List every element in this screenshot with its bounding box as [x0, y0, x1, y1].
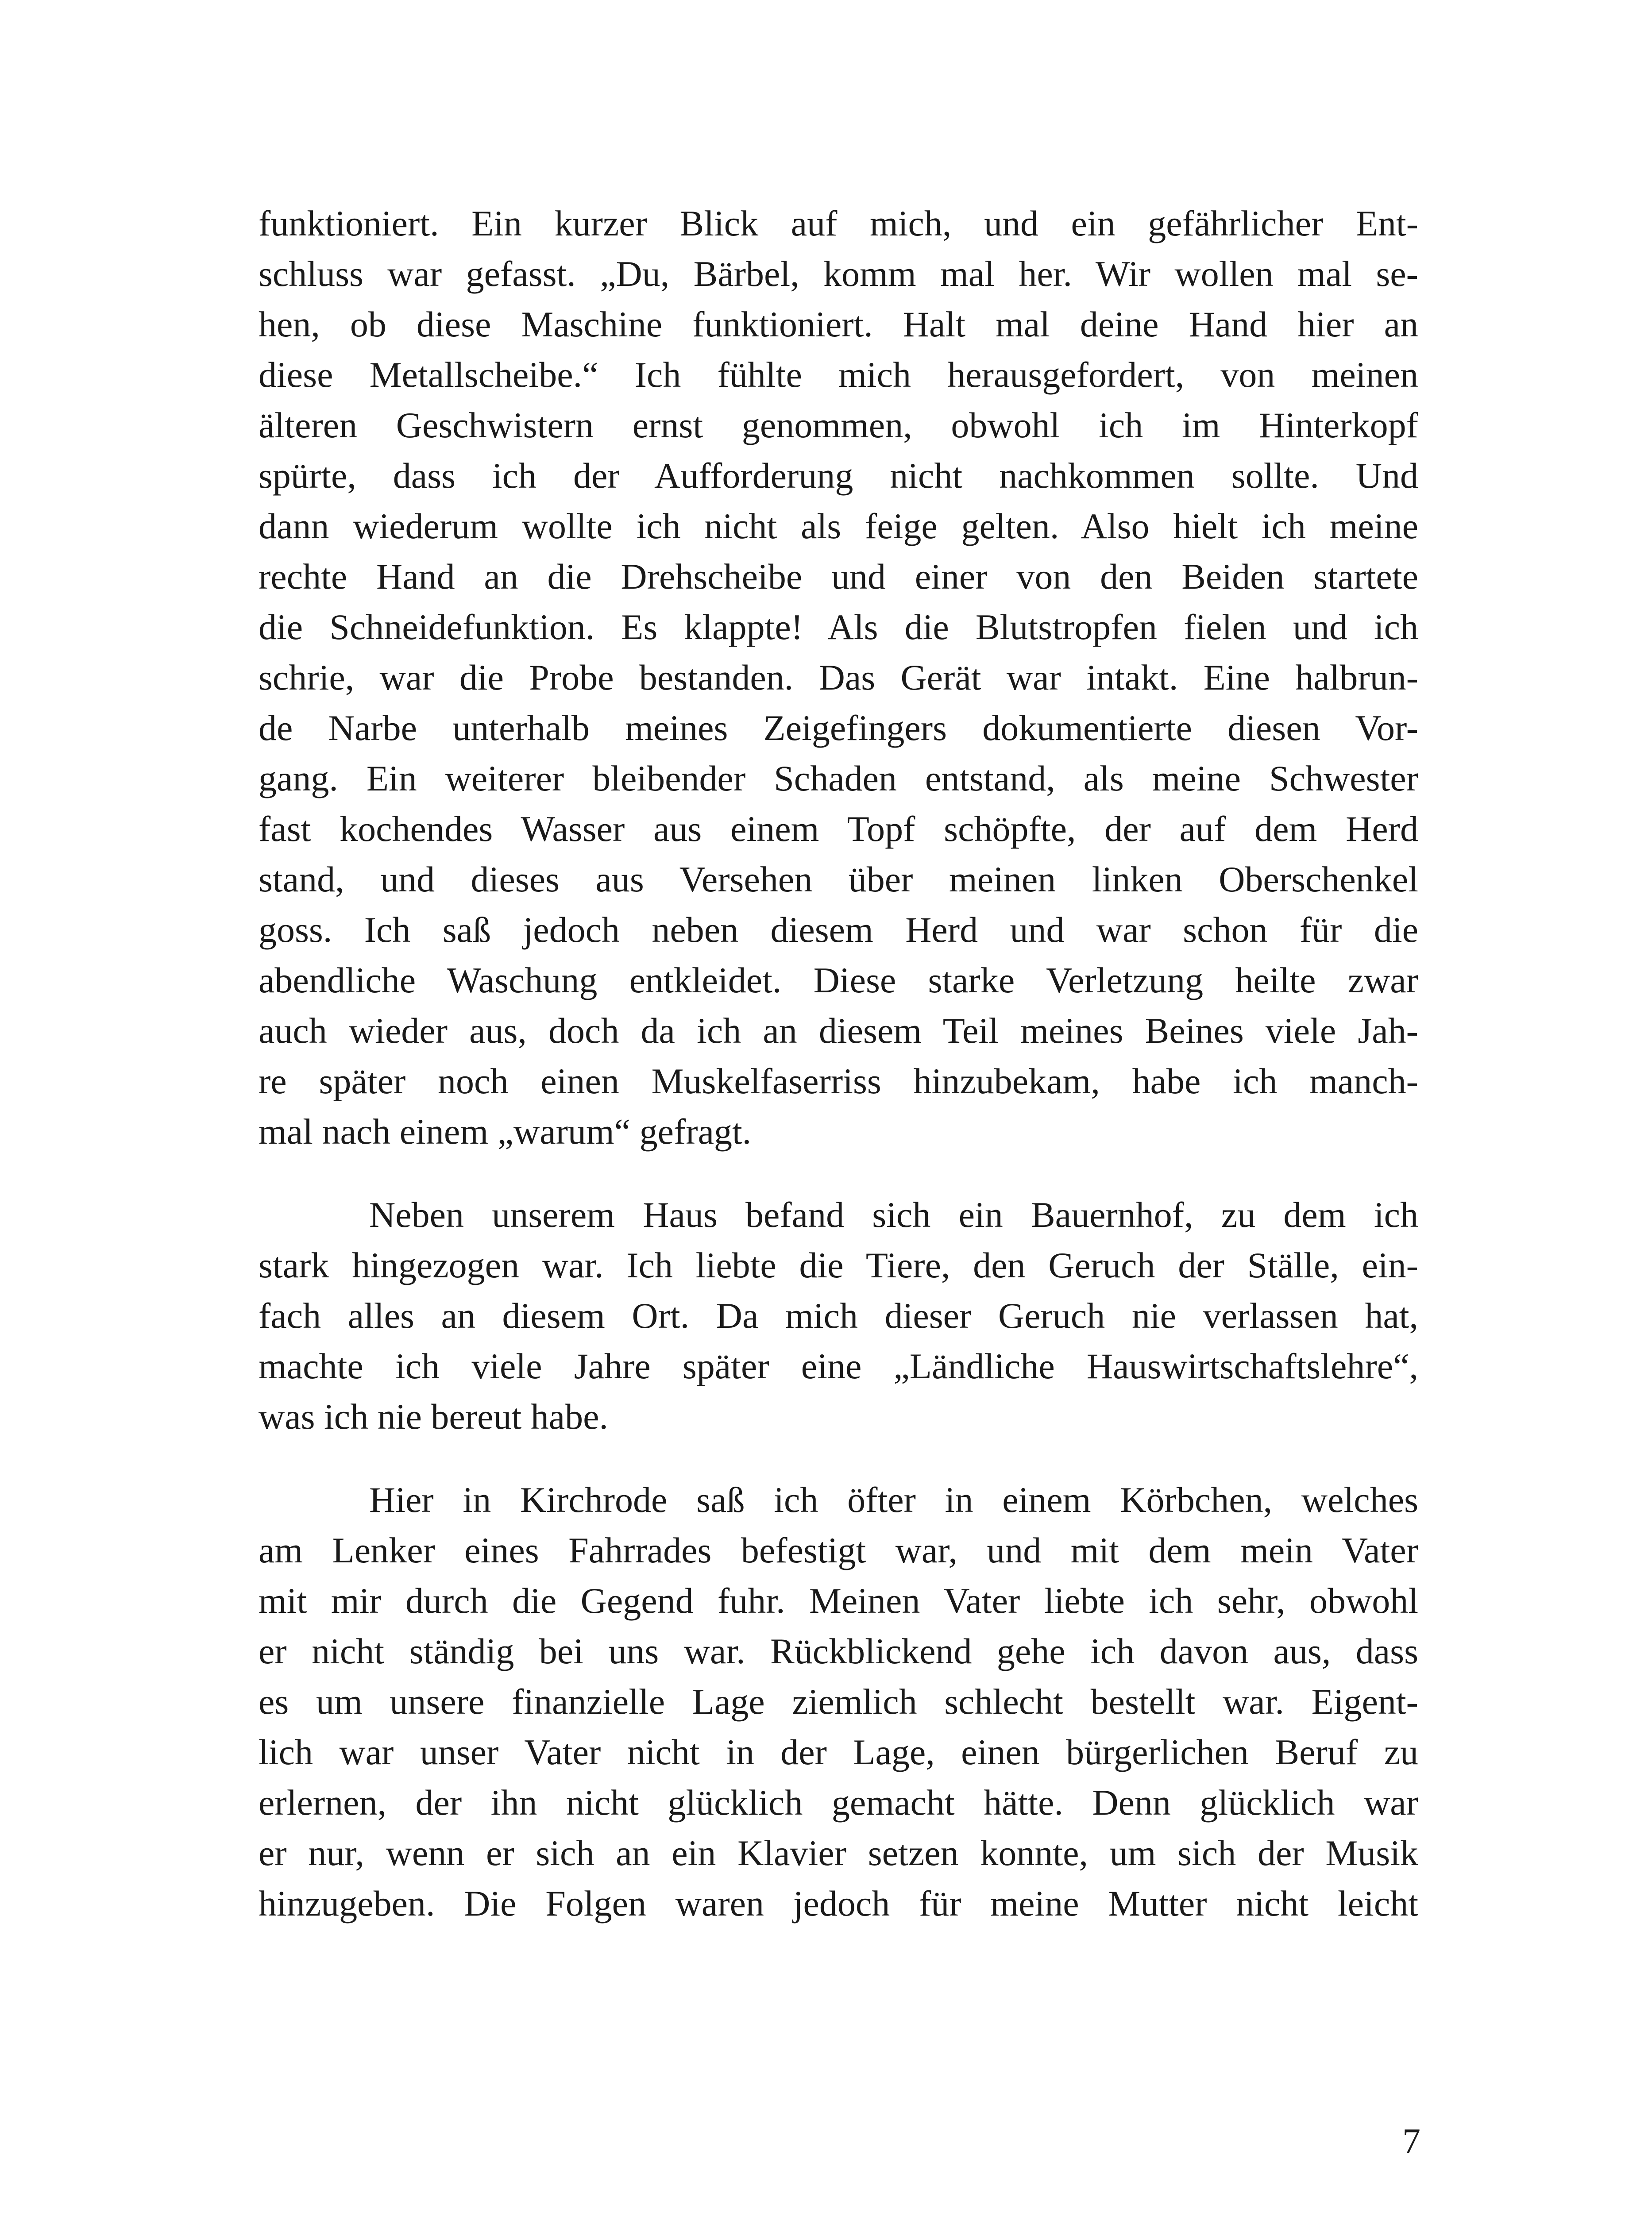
text-line: goss. Ich saß jedoch neben diesem Herd und war schon für die: [259, 910, 1418, 950]
text-line: fach alles an diesem Ort. Da mich dieser Geruch nie verlassen hat,: [259, 1295, 1418, 1336]
text-line: stand, und dieses aus Versehen über meinen linken Oberschenkel: [259, 859, 1418, 899]
text-line: schluss war gefasst. „Du, Bärbel, komm mal her. Wir wollen mal se-: [259, 254, 1418, 294]
text-line: er nur, wenn er sich an ein Klavier setzen konnte, um sich der Musik: [259, 1833, 1418, 1873]
text-line: am Lenker eines Fahrrades befestigt war, und mit dem mein Vater: [259, 1530, 1418, 1570]
text-line: lich war unser Vater nicht in der Lage, einen bürgerlichen Beruf zu: [259, 1732, 1418, 1772]
text-line: rechte Hand an die Drehscheibe und einer von den Beiden startete: [259, 556, 1418, 597]
text-line: schrie, war die Probe bestanden. Das Gerät war intakt. Eine halbrun-: [259, 657, 1418, 698]
text-line: hen, ob diese Maschine funktioniert. Halt mal deine Hand hier an: [259, 304, 1418, 344]
text-line: mal nach einem „warum“ gefragt.: [259, 1111, 752, 1152]
text-line: funktioniert. Ein kurzer Blick auf mich, und ein gefährlicher Ent-: [259, 203, 1418, 243]
text-line: älteren Geschwistern ernst genommen, obwohl ich im Hinterkopf: [259, 405, 1418, 445]
page-number: 7: [1402, 2121, 1420, 2161]
text-line: gang. Ein weiterer bleibender Schaden entstand, als meine Schwester: [259, 758, 1418, 798]
text-line: mit mir durch die Gegend fuhr. Meinen Vater liebte ich sehr, obwohl: [259, 1581, 1418, 1621]
text-line: er nicht ständig bei uns war. Rückblickend gehe ich davon aus, dass: [259, 1631, 1418, 1671]
text-line: re später noch einen Muskelfaserriss hinzubekam, habe ich manch-: [259, 1061, 1418, 1101]
text-line: Neben unserem Haus befand sich ein Bauernhof, zu dem ich: [369, 1195, 1418, 1235]
paragraph-3: [259, 1475, 1418, 1929]
text-line: dann wiederum wollte ich nicht als feige gelten. Also hielt ich meine: [259, 506, 1418, 546]
text-line: was ich nie bereut habe.: [259, 1396, 609, 1437]
text-line: diese Metallscheibe.“ Ich fühlte mich herausgefordert, von meinen: [259, 355, 1418, 395]
paragraph-1: [259, 198, 1418, 1157]
text-line: es um unsere finanzielle Lage ziemlich schlecht bestellt war. Eigent-: [259, 1681, 1418, 1722]
text-line: de Narbe unterhalb meines Zeigefingers dokumentierte diesen Vor-: [259, 708, 1418, 748]
text-line: auch wieder aus, doch da ich an diesem Teil meines Beines viele Jah-: [259, 1010, 1418, 1051]
text-line: erlernen, der ihn nicht glücklich gemacht hätte. Denn glücklich war: [259, 1782, 1418, 1823]
paragraph-2: [259, 1190, 1418, 1442]
text-line: Hier in Kirchrode saß ich öfter in einem Körbchen, welches: [369, 1480, 1418, 1520]
text-line: hinzugeben. Die Folgen waren jedoch für meine Mutter nicht leicht: [259, 1883, 1418, 1924]
body-text: [259, 198, 1418, 1962]
text-line: die Schneidefunktion. Es klappte! Als die Blutstropfen fielen und ich: [259, 607, 1418, 647]
text-line: abendliche Waschung entkleidet. Diese starke Verletzung heilte zwar: [259, 960, 1418, 1000]
text-line: fast kochendes Wasser aus einem Topf schöpfte, der auf dem Herd: [259, 809, 1418, 849]
text-line: stark hingezogen war. Ich liebte die Tiere, den Geruch der Ställe, ein-: [259, 1245, 1418, 1285]
text-line: machte ich viele Jahre später eine „Ländliche Hauswirtschaftslehre“,: [259, 1346, 1418, 1386]
text-line: spürte, dass ich der Aufforderung nicht nachkommen sollte. Und: [259, 455, 1418, 496]
